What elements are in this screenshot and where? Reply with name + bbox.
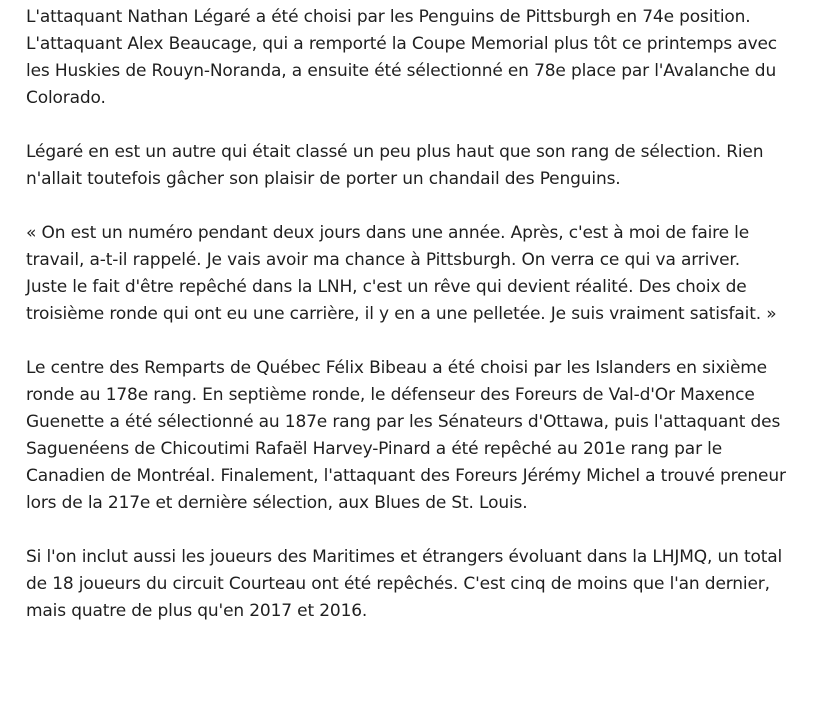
paragraph-legare-quote: « On est un numéro pendant deux jours dans une année. Après, c'est à moi de faire le travail, a-t-il rappelé. Je vais avoir ma chance à Pittsburgh. On verra ce qui va arriver. Juste le fait d'être repêché dans la LNH, c'est un rêve qui devient réalité. Des choix de troisième ronde qui ont eu une carrière, il y en a une pelletée. Je suis vraiment satisfait. » [26,223,777,324]
paragraph-legare-rank: Légaré en est un autre qui était classé un peu plus haut que son rang de sélection. Rien n'allait toutefois gâcher son plaisir de porter un chandail des Penguins. [26,142,764,189]
paragraph-late-rounds: Le centre des Remparts de Québec Félix Bibeau a été choisi par les Islanders en sixième ronde au 178e rang. En septième ronde, le défenseur des Foreurs de Val-d'Or Maxence Guenette a été sélectionné au 187e rang par les Sénateurs d'Ottawa, puis l'attaquant des Saguenéens de Chicoutimi Rafaël Harvey-Pinard a été repêché au 201e rang par le Canadien de Montréal. Finalement, l'attaquant des Foreurs Jérémy Michel a trouvé preneur lors de la 217e et dernière sélection, aux Blues de St. Louis. [26,358,786,513]
paragraph-total-drafted: Si l'on inclut aussi les joueurs des Maritimes et étrangers évoluant dans la LHJMQ, un total de 18 joueurs du circuit Courteau ont été repêchés. C'est cinq de moins que l'an dernier, mais quatre de plus qu'en 2017 et 2016. [26,547,783,621]
paragraph-legare-beaucage: L'attaquant Nathan Légaré a été choisi par les Penguins de Pittsburgh en 74e position. L'attaquant Alex Beaucage, qui a remporté la Coupe Memorial plus tôt ce printemps avec les Huskies de Rouyn-Noranda, a ensuite été sélectionné en 78e place par l'Avalanche du Colorado. [26,7,777,108]
article-body [26,4,786,652]
